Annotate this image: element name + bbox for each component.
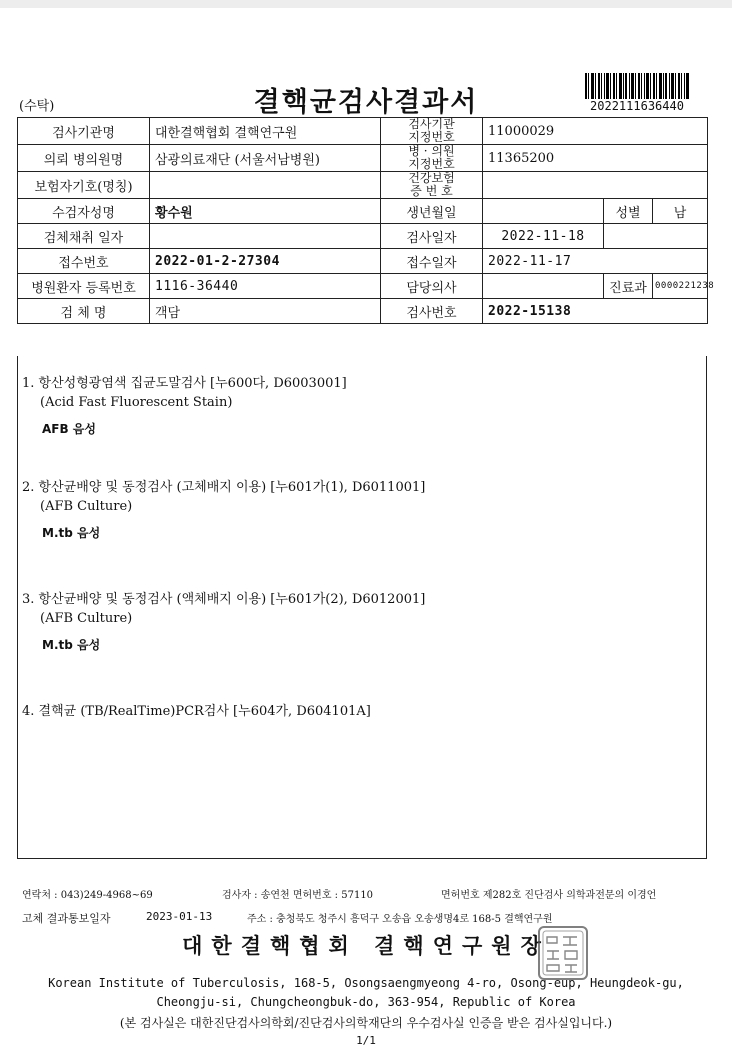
label-receipt-number: 접수번호 [18, 249, 150, 274]
test-subtitle: (AFB Culture) [40, 611, 133, 626]
value-test-date: 2022-11-18 [483, 224, 604, 249]
test-title: 4. 결핵균 (TB/RealTime)PCR검사 [누604가, D604101A] [22, 704, 371, 719]
value-hospital-name: 삼광의료재단 (서울서남병원) [150, 145, 381, 172]
table-row [18, 299, 708, 324]
label-patient-registration: 병원환자 등록번호 [18, 274, 150, 299]
value-lab-name: 대한결핵협회 결핵연구원 [150, 118, 381, 145]
test-title: 1. 항산성형광염색 집균도말검사 [누600다, D6003001] [22, 376, 347, 391]
document-title: 결핵균검사결과서 [253, 87, 479, 118]
top-edge-strip [0, 0, 732, 8]
test-result: AFB 음성 [42, 422, 96, 436]
label-sex: 성별 [604, 199, 653, 224]
label-hospital-name: 의뢰 병의원명 [18, 145, 150, 172]
contact-line: 연락처 : 043)249-4968~69 [22, 890, 153, 901]
address-english-line-1: Korean Institute of Tuberculosis, 168-5, Osongsaengmyeong 4-ro, Osong-eup, Heungdeok-gu, [48, 976, 684, 990]
value-specimen: 객담 [150, 299, 381, 324]
table-row [18, 118, 708, 145]
result-item-2 [22, 478, 425, 543]
table-row [18, 224, 708, 249]
barcode-number: 2022111636440 [590, 99, 684, 113]
barcode [585, 73, 689, 99]
table-row [18, 274, 708, 299]
value-patient-registration: 1116-36440 [150, 274, 381, 299]
certification-note: (본 검사실은 대한진단검사의학회/진단검사의학재단의 우수검사실 인증을 받은 검사실입니다.) [119, 1016, 613, 1030]
test-title: 2. 항산균배양 및 동정검사 (고체배지 이용) [누601가(1), D6011001] [22, 480, 426, 495]
table-row [18, 249, 708, 274]
test-title: 3. 항산균배양 및 동정검사 (액체배지 이용) [누601가(2), D6012001] [22, 592, 426, 607]
label-specimen: 검 체 명 [18, 299, 150, 324]
value-physician [483, 274, 604, 299]
result-item-3 [22, 590, 425, 655]
value-lab-designation: 11000029 [483, 118, 708, 145]
page-number: 1/1 [356, 1034, 376, 1047]
notice-date: 2023-01-13 [146, 910, 213, 923]
result-item-4 [22, 702, 371, 721]
result-item-1 [22, 374, 347, 439]
table-row [18, 172, 708, 199]
value-receipt-date: 2022-11-17 [483, 249, 708, 274]
table-row [18, 199, 708, 224]
address-english-line-2: Cheongju-si, Chungcheongbuk-do, 363-954, Republic of Korea [156, 995, 576, 1009]
value-department: 0000221238 [653, 274, 708, 299]
table-row [18, 145, 708, 172]
address-korean: 주소 : 충청북도 청주시 흥덕구 오송읍 오송생명4로 168-5 결핵연구원 [247, 914, 553, 925]
notice-label: 고체 결과통보일자 [22, 912, 111, 925]
test-result: M.tb 음성 [42, 526, 101, 540]
test-subtitle: (Acid Fast Fluorescent Stain) [40, 395, 233, 410]
value-birth-date [483, 199, 604, 224]
value-collection-date [150, 224, 381, 249]
value-receipt-number: 2022-01-2-27304 [150, 249, 381, 274]
label-physician: 담당의사 [381, 274, 483, 299]
organization-name: 대한결핵협회 결핵연구원장 [182, 934, 550, 958]
label-test-date: 검사일자 [381, 224, 483, 249]
label-test-number: 검사번호 [381, 299, 483, 324]
test-result: M.tb 음성 [42, 638, 101, 652]
official-seal-stamp [537, 925, 589, 981]
value-test-number: 2022-15138 [483, 299, 708, 324]
value-sex: 남 [653, 199, 708, 224]
value-patient-name: 황수원 [150, 199, 381, 224]
label-lab-name: 검사기관명 [18, 118, 150, 145]
label-hospital-designation: 병 · 의원 지정번호 [381, 145, 483, 172]
results-box [17, 356, 707, 859]
label-collection-date: 검체채취 일자 [18, 224, 150, 249]
label-insurer: 보험자기호(명칭) [18, 172, 150, 199]
empty-cell [604, 224, 708, 249]
examiner-line: 검사자 : 송연천 면허번호 : 57110 [222, 890, 374, 901]
specialist-line: 면허번호 제282호 진단검사 의학과전문의 이경언 [441, 890, 657, 901]
label-department: 진료과 [604, 274, 653, 299]
value-insurance-number [483, 172, 708, 199]
value-insurer [150, 172, 381, 199]
label-receipt-date: 접수일자 [381, 249, 483, 274]
test-subtitle: (AFB Culture) [40, 499, 133, 514]
label-insurance-number: 건강보험 증 번 호 [381, 172, 483, 199]
label-lab-designation: 검사기관 지정번호 [381, 118, 483, 145]
copy-label: (수탁) [19, 99, 55, 114]
label-birth-date: 생년월일 [381, 199, 483, 224]
label-patient-name: 수검자성명 [18, 199, 150, 224]
value-hospital-designation: 11365200 [483, 145, 708, 172]
info-table [17, 117, 715, 324]
